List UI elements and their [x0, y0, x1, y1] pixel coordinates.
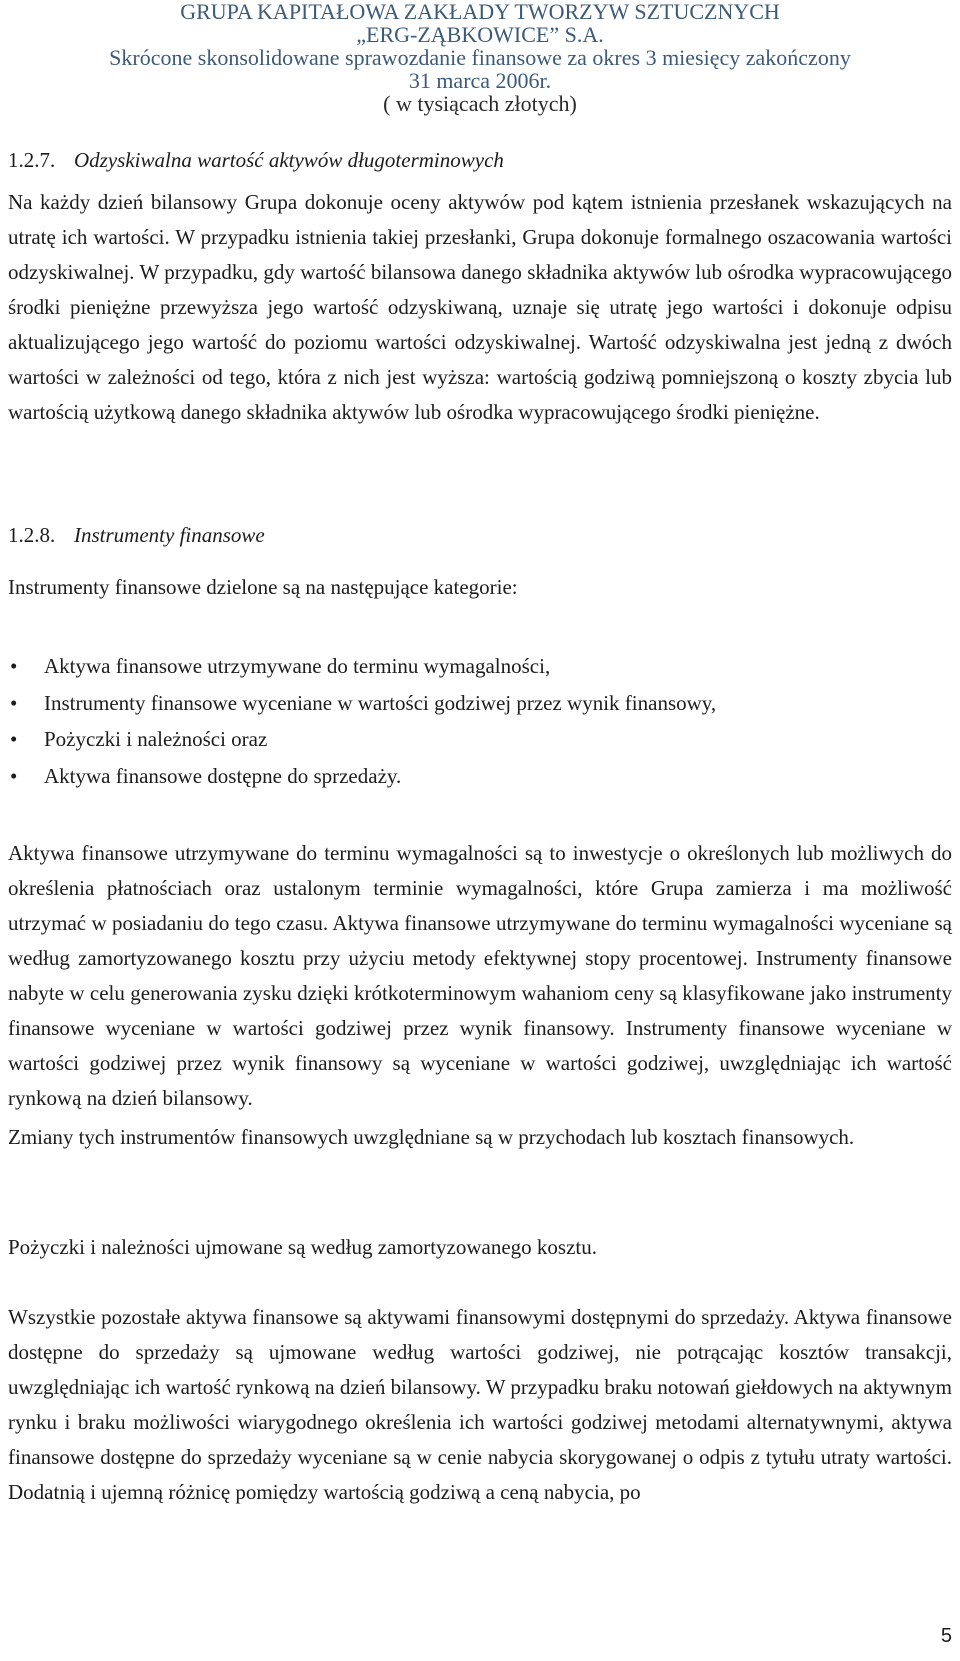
paragraph-categories-intro: Instrumenty finansowe dzielone są na następujące kategorie: [8, 575, 518, 599]
paragraph-held-to-maturity: Aktywa finansowe utrzymywane do terminu wymagalności są to inwestycje o określonych lub możliwych do określenia płatnościach oraz ustalonym terminie wymagalności, które Grupa zamierza i ma możliwość utrzymać w posiadaniu do tego czasu. Aktywa finansowe utrzymywane do terminu wymagalności wyceniane są według zamortyzowanego kosztu przy użyciu metody efektywnej stopy procentowej. Instrumenty finansowe nabyte w celu generowania zysku dzięki krótkoterminowym wahaniom ceny są klasyfikowane jako instrumenty finansowe wyceniane w wartości godziwej przez wynik finansowy. Instrumenty finansowe wyceniane w wartości godziwej przez wynik finansowy są wyceniane w wartości godziwej, uwzględniając ich wartość rynkową na dzień bilansowy. [8, 841, 952, 1110]
category-list [0, 648, 716, 794]
section-heading-127 [8, 148, 504, 173]
section-title: Instrumenty finansowe [74, 523, 265, 547]
bullet-icon: • [10, 690, 18, 715]
section-number: 1.2.8. [8, 523, 56, 547]
paragraph-loans: Pożyczki i należności ujmowane są według zamortyzowanego kosztu. [8, 1235, 597, 1259]
header-company-name: „ERG-ZĄBKOWICE” S.A. [356, 22, 604, 47]
header-report-date: 31 marca 2006r. [408, 68, 552, 93]
list-item: • Instrumenty finansowe wyceniane w wartości godziwej przez wynik finansowy, [0, 685, 716, 722]
page-header [0, 0, 960, 115]
paragraph-recoverable-value: Na każdy dzień bilansowy Grupa dokonuje oceny aktywów pod kątem istnienia przesłanek wskazujących na utratę ich wartości. W przypadku istnienia takiej przesłanki, Grupa dokonuje formalnego oszacowania wartości odzyskiwalnej. W przypadku, gdy wartość bilansowa danego składnika aktywów lub ośrodka wypracowującego środki pieniężne przewyższa jego wartość odzyskiwaną, uznaje się utratę jego wartości i dokonuje odpisu aktualizującego jego wartość do poziomu wartości odzyskiwalnej. Wartość odzyskiwalna jest jedną z dwóch wartości w zależności od tego, która z nich jest wyższa: wartością godziwą pomniejszoną o koszty zbycia lub wartością użytkową danego składnika aktywów lub ośrodka wypracowującego środki pieniężne. [8, 190, 952, 424]
paragraph-available-for-sale: Wszystkie pozostałe aktywa finansowe są aktywami finansowymi dostępnymi do sprzedaży. Aktywa finansowe dostępne do sprzedaży są ujmowane według wartości godziwej, nie potrącając kosztów transakcji, uwzględniając ich wartość rynkową na dzień bilansowy. W przypadku braku notowań giełdowych na aktywnym rynku i braku możliwości wiarygodnego określenia ich wartości godziwej metodami alternatywnymi, aktywa finansowe dostępne do sprzedaży wyceniane są w cenie nabycia skorygowanej o odpis z tytułu utraty wartości. Dodatnią i ujemną różnicę pomiędzy wartością godziwą a ceną nabycia, po [8, 1305, 952, 1504]
section-title: Odzyskiwalna wartość aktywów długoterminowych [74, 148, 504, 172]
list-item: • Pożyczki i należności oraz [0, 721, 716, 758]
section-heading-128 [8, 523, 265, 548]
header-currency-note: ( w tysiącach złotych) [383, 91, 577, 116]
header-report-title: Skrócone skonsolidowane sprawozdanie finansowe za okres 3 miesięcy zakończony [109, 45, 851, 70]
paragraph-changes: Zmiany tych instrumentów finansowych uwzględniane są w przychodach lub kosztach finansowych. [8, 1125, 855, 1149]
header-company-line: GRUPA KAPITAŁOWA ZAKŁADY TWORZYW SZTUCZNYCH [180, 0, 780, 24]
bullet-icon: • [10, 763, 18, 788]
section-number: 1.2.7. [8, 148, 56, 172]
page-number: 5 [940, 1625, 952, 1647]
bullet-icon: • [10, 654, 18, 678]
bullet-icon: • [10, 727, 18, 751]
list-item: • Aktywa finansowe dostępne do sprzedaży. [0, 758, 716, 795]
list-item: • Aktywa finansowe utrzymywane do terminu wymagalności, [0, 648, 716, 685]
